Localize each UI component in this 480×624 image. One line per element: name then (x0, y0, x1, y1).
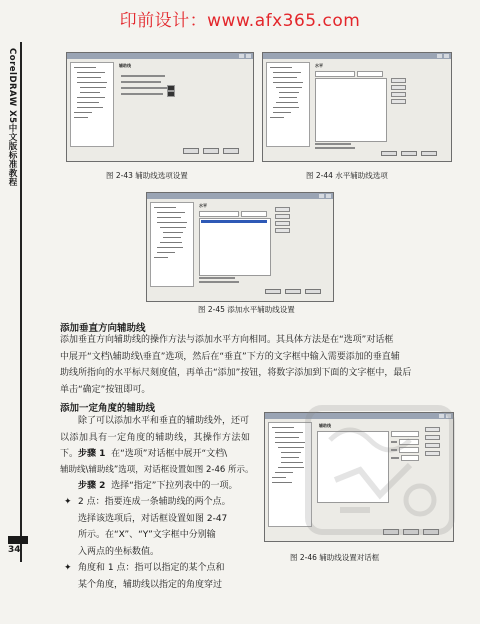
step-2: 步骤 2 选择“指定”下拉列表中的一项。 (78, 481, 238, 491)
cancel-button[interactable] (401, 151, 417, 156)
section-title: 水平 (199, 203, 207, 208)
heading-vertical-guides: 添加垂直方向辅助线 (60, 323, 146, 334)
seal-stamp-icon (300, 400, 460, 540)
section-title: 辅助线 (319, 423, 331, 428)
help-button[interactable] (223, 148, 239, 154)
caption-fig46: 图 2-46 辅助线设置对话框 (290, 553, 380, 562)
section-title: 辅助线 (119, 63, 131, 68)
step-1: 步骤 1 在“选项”对话框中展开“文档\ (78, 449, 228, 459)
delete-button[interactable] (275, 221, 290, 226)
ok-button[interactable] (381, 151, 397, 156)
paragraph-vertical-guides: 添加垂直方向辅助线的操作方法与添加水平方向相同。其具体方法是在“选项”对话框 中展开“文档\辅助线\垂直”选项，然后在“垂直”下方的文字框中输入需要添加的垂直辅 助线所指向的水平标尺刻度值，再单击“添加”按钮，将数字添加到下面的文字框中，最后 单击“确定”按钮即可。 (60, 335, 412, 395)
section-title: 水平 (315, 63, 323, 68)
help-button[interactable] (305, 289, 321, 294)
options-tree (266, 62, 310, 147)
step-1-cont: 辅助线\辅助线”选项，对话框设置如图 2-46 所示。 (60, 465, 254, 475)
cancel-button[interactable] (203, 148, 219, 154)
clear-button[interactable] (391, 99, 406, 104)
bullet-two-points: 2 点：指要连成一条辅助线的两个点。 选择该选项后，对话框设置如图 2-47 所示。在“X”、“Y”文字框中分别输 入两点的坐标数值。 (78, 497, 231, 557)
guides-list[interactable] (199, 218, 271, 276)
dialog-fig44 (262, 52, 452, 162)
cancel-button[interactable] (285, 289, 301, 294)
page-number-bar (8, 536, 28, 544)
options-tree (70, 62, 114, 147)
value-input[interactable] (315, 71, 355, 77)
caption-fig45: 图 2-45 添加水平辅助线设置 (198, 305, 295, 314)
caption-fig44: 图 2-44 水平辅助线选项 (306, 171, 388, 180)
add-button[interactable] (391, 78, 406, 83)
clear-button[interactable] (275, 228, 290, 233)
dialog-fig43 (66, 52, 254, 162)
delete-button[interactable] (391, 92, 406, 97)
titlebar (67, 53, 253, 59)
ok-button[interactable] (265, 289, 281, 294)
options-tree (150, 202, 194, 287)
spine-title: CorelDRAW X5中文版标准教程 (7, 48, 17, 187)
unit-select[interactable] (357, 71, 383, 77)
unit-select[interactable] (241, 211, 267, 217)
dialog-fig45 (146, 192, 334, 302)
bullet-icon: ✦ (64, 497, 72, 507)
move-button[interactable] (391, 85, 406, 90)
help-button[interactable] (421, 151, 437, 156)
bullet-icon: ✦ (64, 563, 72, 573)
watermark-header: 印前设计：www.afx365.com (119, 11, 361, 31)
bullet-angle-one-point: 角度和 1 点：指可以指定的某个点和 某个角度，辅助线以指定的角度穿过 (78, 563, 225, 590)
ok-button[interactable] (183, 148, 199, 154)
page-number: 34 (8, 545, 21, 555)
add-button[interactable] (275, 207, 290, 212)
value-input[interactable] (199, 211, 239, 217)
caption-fig43: 图 2-43 辅助线选项设置 (106, 171, 188, 180)
paragraph-angled-guides: 除了可以添加水平和垂直的辅助线外，还可 以添加具有一定角度的辅助线，其操作方法如下。 (60, 416, 250, 459)
heading-angled-guides: 添加一定角度的辅助线 (60, 403, 156, 414)
guides-list[interactable] (315, 78, 387, 142)
move-button[interactable] (275, 214, 290, 219)
